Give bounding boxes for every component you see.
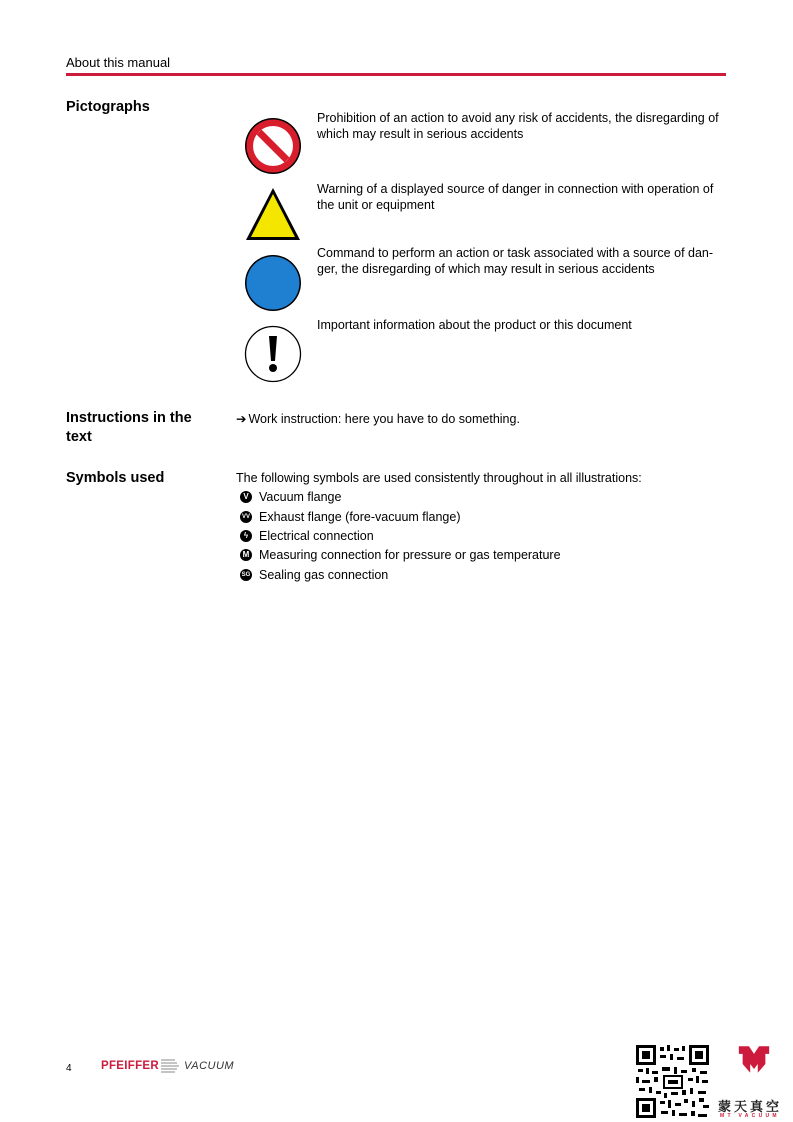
symbol-row-sealing-gas	[240, 568, 388, 582]
logo-vacuum: VACUUM	[184, 1060, 235, 1072]
symbol-row-measuring	[240, 548, 561, 562]
pictograph-text-warning: Warning of a displayed source of danger in connection with operation of the unit or equipment	[317, 182, 714, 212]
symbol-label: Measuring connection for pressure or gas temperature	[259, 548, 561, 562]
symbols-heading: Symbols used	[66, 470, 165, 486]
measuring-connection-icon: M	[240, 549, 252, 561]
qr-code-icon	[636, 1045, 709, 1118]
pictographs-heading: Pictographs	[66, 99, 150, 115]
logo-brand: PFEIFFER	[101, 1060, 159, 1072]
symbol-label: Vacuum flange	[259, 490, 342, 504]
symbol-row-exhaust-flange	[240, 510, 461, 524]
symbol-row-vacuum-flange	[240, 490, 341, 504]
symbols-intro: The following symbols are used consistently throughout in all illustrations:	[236, 471, 642, 485]
instruction-line	[236, 411, 520, 426]
pictograph-text-prohibition: Prohibition of an action to avoid any risk of accidents, the disregarding of which may result in serious accidents	[317, 111, 719, 141]
pfeiffer-logo	[101, 1058, 234, 1074]
sealing-gas-icon: SG	[240, 569, 252, 581]
symbol-label: Exhaust flange (fore-vacuum flange)	[259, 510, 461, 524]
header-title: About this manual	[66, 55, 171, 70]
vacuum-flange-icon: V	[240, 491, 252, 503]
logo-mark-icon	[161, 1058, 181, 1074]
page-number: 4	[66, 1063, 72, 1074]
header-rule	[66, 73, 726, 76]
pictograph-text-important: Important information about the product or this document	[317, 318, 632, 332]
warning-triangle-icon	[244, 186, 302, 244]
instruction-text: Work instruction: here you have to do something.	[248, 412, 520, 426]
symbol-label: Sealing gas connection	[259, 568, 389, 582]
important-info-icon	[244, 325, 302, 383]
pictograph-text-command: Command to perform an action or task associated with a source of dan-ger, the disregarding of which may result in serious accidents	[317, 246, 714, 276]
prohibition-icon	[244, 117, 302, 175]
mt-vacuum-logo	[716, 1045, 792, 1093]
symbol-label: Electrical connection	[259, 529, 374, 543]
symbol-row-electrical	[240, 529, 374, 543]
instructions-heading: Instructions in the text	[66, 410, 192, 445]
electrical-connection-icon: ϟ	[240, 530, 252, 542]
arrow-icon: ➔	[236, 412, 247, 426]
mt-logo-chinese-text: 蒙天真空	[718, 1099, 783, 1114]
exhaust-flange-icon: VV	[240, 511, 252, 523]
mt-logo-latin-text: MT VACUUM	[720, 1113, 780, 1119]
command-circle-icon	[244, 254, 302, 312]
